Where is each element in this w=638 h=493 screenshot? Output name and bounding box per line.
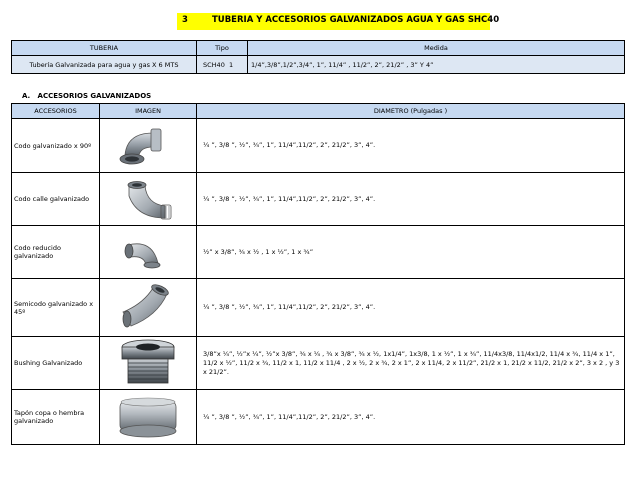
fittings-table (11, 103, 625, 445)
cap-icon (108, 391, 188, 443)
table-row (12, 226, 625, 279)
pipe-type-label: SCH40 (203, 60, 225, 69)
fitting-diameters: 3/8”x ¼”, ½”x ¼”, ½”x 3/8”, ¾ x ¼ , ¾ x 3/8”, ¾ x ½, 1x1/4”, 1x3/8, 1 x ½”, 1 x ¾”, 11/4x3/8, 11/4x1/2, 11/4 x ¾, 11/4 x 1”, 11/2 x ½”, 11/2 x ¾, 11/2 x 1, 11/2 x 11/4 , 2 x ½, 2 x ¾, 2 x 1”, 2 x 11/4, 2 x 11/2”, 21/2 x 1, 21/2 x 11/2, 21/2 x 2”, 3 x 2 , y 3 x 21/2”. (197, 337, 625, 390)
fitting-name: Codo galvanizado x 90º (12, 119, 100, 173)
fitting-image (100, 119, 197, 173)
pipe-table (11, 40, 625, 74)
fitting-diameters: ¼ ”, 3/8 ”, ½”, ¾”, 1”, 11/4”,11/2”, 2”, 21/2”, 3”, 4”. (197, 173, 625, 226)
section-letter: A. (22, 92, 31, 100)
fitting-name: Codo reducido galvanizado (12, 226, 100, 279)
fitting-name: Bushing Galvanizado (12, 337, 100, 390)
section-heading (22, 92, 151, 100)
fitting-image (100, 390, 197, 445)
table-row (12, 173, 625, 226)
header-tipo: Tipo (197, 41, 248, 56)
bushing-icon (108, 337, 188, 389)
elbow-90-icon (113, 121, 183, 171)
header-accesorios: ACCESORIOS (12, 104, 100, 119)
elbow-45-icon (115, 282, 181, 334)
fitting-name: Codo calle galvanizado (12, 173, 100, 226)
fitting-image (100, 173, 197, 226)
fitting-image (100, 337, 197, 390)
table-row (12, 279, 625, 337)
fitting-image (100, 226, 197, 279)
fitting-diameters: ½” x 3/8”, ¾ x ½ , 1 x ½”, 1 x ¾” (197, 226, 625, 279)
street-elbow-icon (115, 174, 181, 224)
pipe-type (197, 56, 248, 74)
header-tuberia: TUBERIA (12, 41, 197, 56)
header-imagen: IMAGEN (100, 104, 197, 119)
fitting-diameters: ¼ ”, 3/8 ”, ½”, ¾”, 1”, 11/4”,11/2”, 2”, 21/2”, 3”, 4”. (197, 390, 625, 445)
pipe-sizes: 1/4”,3/8”,1/2”,3/4”, 1”, 11/4” , 11/2”, 2”, 21/2” , 3” Y 4” (248, 56, 625, 74)
section-title: ACCESORIOS GALVANIZADOS (37, 92, 152, 100)
reducing-elbow-icon (118, 229, 178, 275)
pipe-type-number: 1 (228, 60, 234, 69)
pipe-description: Tubería Galvanizada para agua y gas X 6 MTS (12, 56, 197, 74)
header-diametro: DIAMETRO (Pulgadas ) (197, 104, 625, 119)
fitting-name: Semicodo galvanizado x 45º (12, 279, 100, 337)
fitting-diameters: ¼ ”, 3/8 ”, ½”, ¾”, 1”, 11/4”,11/2”, 2”, 21/2”, 3”, 4”. (197, 119, 625, 173)
fitting-diameters: ¼ ”, 3/8 ”, ½”, ¾”, 1”, 11/4”,11/2”, 2”, 21/2”, 3”, 4”. (197, 279, 625, 337)
header-medida: Medida (248, 41, 625, 56)
table-row (12, 390, 625, 445)
fitting-name: Tapón copa o hembra galvanizado (12, 390, 100, 445)
page-title: TUBERIA Y ACCESORIOS GALVANIZADOS AGUA Y GAS SHC40 (212, 15, 500, 25)
table-row (12, 337, 625, 390)
fitting-image (100, 279, 197, 337)
section-number: 3 (182, 15, 188, 25)
table-row (12, 119, 625, 173)
